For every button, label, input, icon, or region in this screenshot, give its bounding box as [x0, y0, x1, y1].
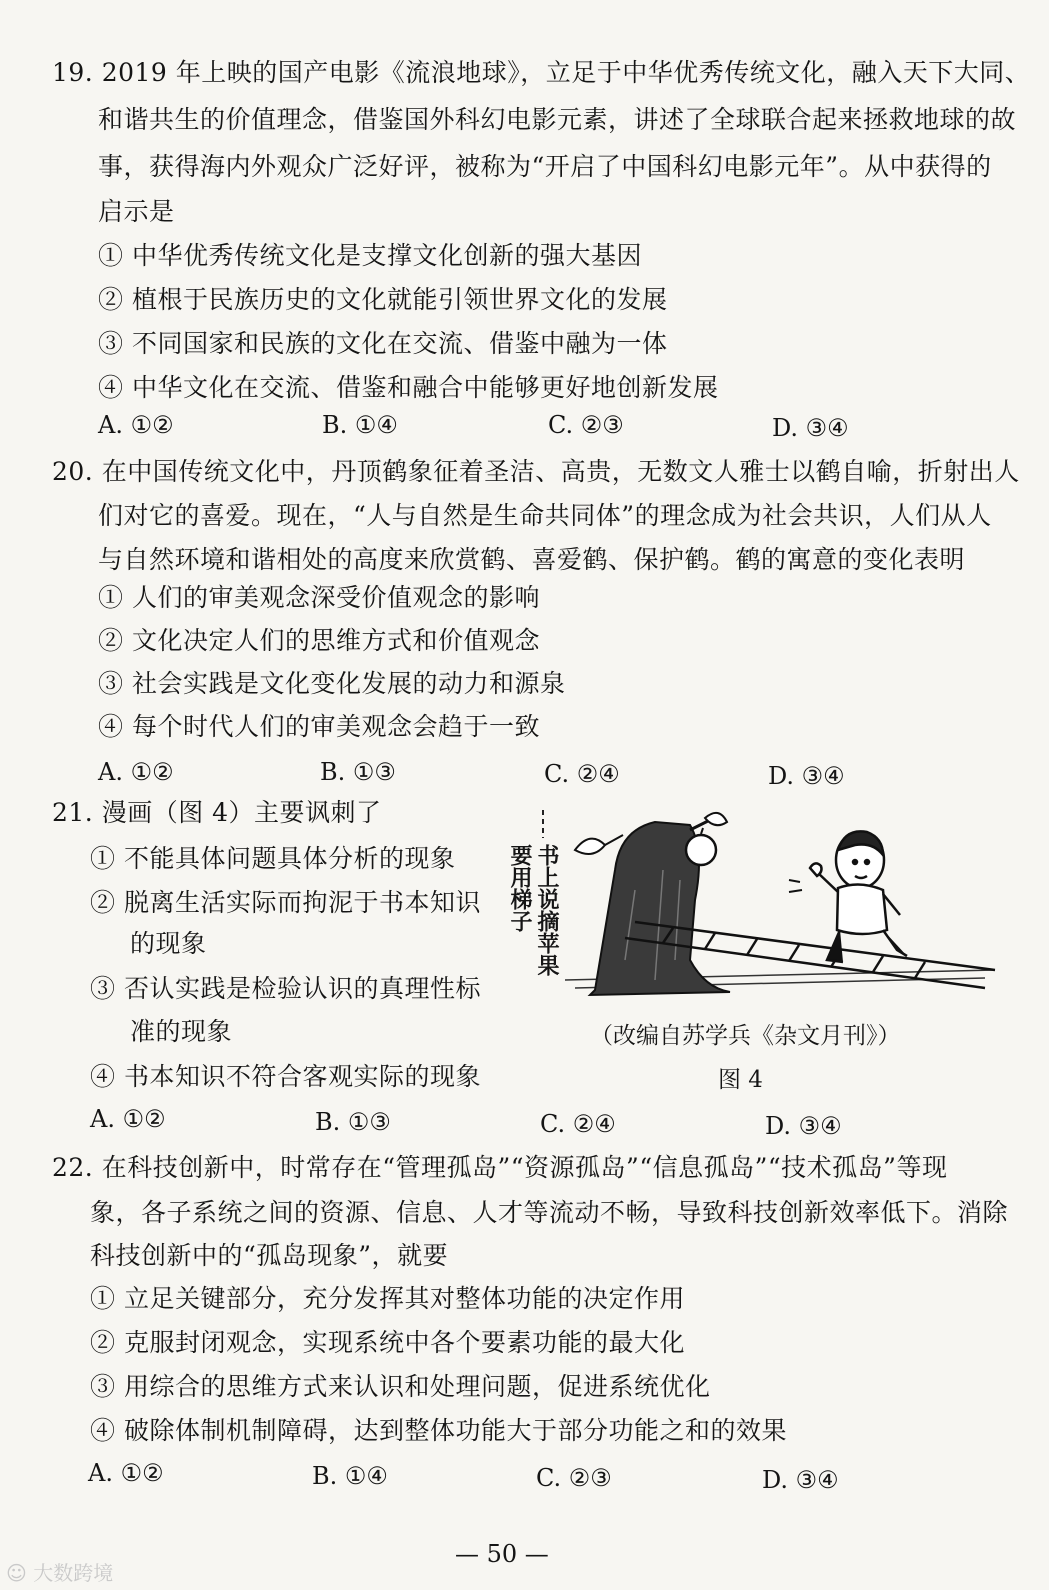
- watermark: [6, 1557, 113, 1586]
- q20-item-3: ③ 社会实践是文化变化发展的动力和源泉: [98, 669, 566, 698]
- q19-stem-line-2: 和谐共生的价值理念，借鉴国外科幻电影元素，讲述了全球联合起来拯救地球的故: [98, 105, 1017, 134]
- q22-item-1: ① 立足关键部分，充分发挥其对整体功能的决定作用: [90, 1284, 685, 1313]
- q20-item-2: ② 文化决定人们的思维方式和价值观念: [98, 626, 540, 655]
- man-body: [837, 884, 887, 934]
- q19-item-4: ④ 中华文化在交流、借鉴和融合中能够更好地创新发展: [98, 373, 719, 402]
- q21-item-3: ③ 否认实践是检验认识的真理性标: [90, 974, 481, 1003]
- q19-stem-line-4: 启示是: [98, 197, 175, 226]
- q21-choice-a: A. ①②: [90, 1105, 166, 1133]
- q20-stem-line-3: 与自然环境和谐相处的高度来欣赏鹤、喜爱鹤、保护鹤。鹤的寓意的变化表明: [98, 545, 966, 574]
- man: [789, 831, 907, 962]
- watermark-logo-icon: ☺: [6, 1561, 27, 1585]
- q20-item-4: ④ 每个时代人们的审美观念会趋于一致: [98, 712, 540, 741]
- tree-leaf-right: [705, 813, 727, 825]
- q21-choice-b: B. ①③: [315, 1108, 391, 1136]
- q22-stem-line-3: 科技创新中的“孤岛现象”，就要: [90, 1241, 449, 1270]
- cartoon-figure: [505, 810, 1010, 1005]
- q19-item-1: ① 中华优秀传统文化是支撑文化创新的强大基因: [98, 241, 642, 270]
- q22-choice-d: D. ③④: [762, 1466, 839, 1494]
- q19-choice-b: B. ①④: [322, 411, 398, 439]
- q19-choice-a: A. ①②: [98, 411, 174, 439]
- q19-item-2: ② 植根于民族历史的文化就能引领世界文化的发展: [98, 285, 668, 314]
- tree-leaf-left: [575, 839, 605, 854]
- cartoon-speech-text-1: 书上说摘苹果: [534, 844, 560, 976]
- q22-choice-c: C. ②③: [536, 1464, 612, 1492]
- q21-item-2: ② 脱离生活实际而拘泥于书本知识: [90, 888, 481, 917]
- q19-stem-line-1: 19. 2019 年上映的国产电影《流浪地球》，立足于中华优秀传统文化，融入天下大同、: [52, 58, 1031, 87]
- page-number: — 50 —: [455, 1540, 549, 1568]
- q19-stem-line-3: 事，获得海内外观众广泛好评，被称为“开启了中国科幻电影元年”。从中获得的: [98, 152, 992, 181]
- q21-item-2-cont: 的现象: [130, 929, 207, 958]
- q22-choice-a: A. ①②: [88, 1459, 164, 1487]
- cartoon-speech-text-2: 要用梯子: [507, 844, 533, 932]
- q21-item-3-cont: 准的现象: [130, 1017, 233, 1046]
- watermark-text: 大数跨境: [33, 1561, 114, 1585]
- q20-item-1: ① 人们的审美观念深受价值观念的影响: [98, 583, 540, 612]
- q20-stem-line-2: 们对它的喜爱。现在，“人与自然是生命共同体”的理念成为社会共识，人们从人: [98, 501, 992, 530]
- q22-item-4: ④ 破除体制机制障碍，达到整体功能大于部分功能之和的效果: [90, 1416, 787, 1445]
- q20-choice-a: A. ①②: [98, 758, 174, 786]
- q22-item-2: ② 克服封闭观念，实现系统中各个要素功能的最大化: [90, 1328, 685, 1357]
- q22-item-3: ③ 用综合的思维方式来认识和处理问题，促进系统优化: [90, 1372, 711, 1401]
- figure-caption: （改编自苏学兵《杂文月刊》）: [590, 1023, 901, 1049]
- q21-item-4: ④ 书本知识不符合客观实际的现象: [90, 1062, 481, 1091]
- q21-item-1: ① 不能具体问题具体分析的现象: [90, 844, 456, 873]
- q20-stem-line-1: 20. 在中国传统文化中，丹顶鹤象征着圣洁、高贵，无数文人雅士以鹤自喻，折射出人: [52, 457, 1020, 486]
- q21-stem-line-1: 21. 漫画（图 4）主要讽刺了: [52, 798, 382, 827]
- q22-stem-line-1: 22. 在科技创新中，时常存在“管理孤岛”“资源孤岛”“信息孤岛”“技术孤岛”等现: [52, 1153, 948, 1182]
- apple: [686, 835, 716, 865]
- q22-stem-line-2: 象，各子系统之间的资源、信息、人才等流动不畅，导致科技创新效率低下。消除: [90, 1198, 1009, 1227]
- q21-choice-c: C. ②④: [540, 1110, 616, 1138]
- q20-choice-d: D. ③④: [768, 762, 845, 790]
- q19-choice-c: C. ②③: [548, 411, 624, 439]
- q22-choice-b: B. ①④: [312, 1462, 388, 1490]
- q19-item-3: ③ 不同国家和民族的文化在交流、借鉴中融为一体: [98, 329, 668, 358]
- q21-choice-d: D. ③④: [765, 1112, 842, 1140]
- q20-choice-b: B. ①③: [320, 758, 396, 786]
- q19-choice-d: D. ③④: [772, 414, 849, 442]
- figure-label: 图 4: [718, 1067, 763, 1093]
- q20-choice-c: C. ②④: [544, 760, 620, 788]
- cartoon-drawing: [505, 810, 1010, 1005]
